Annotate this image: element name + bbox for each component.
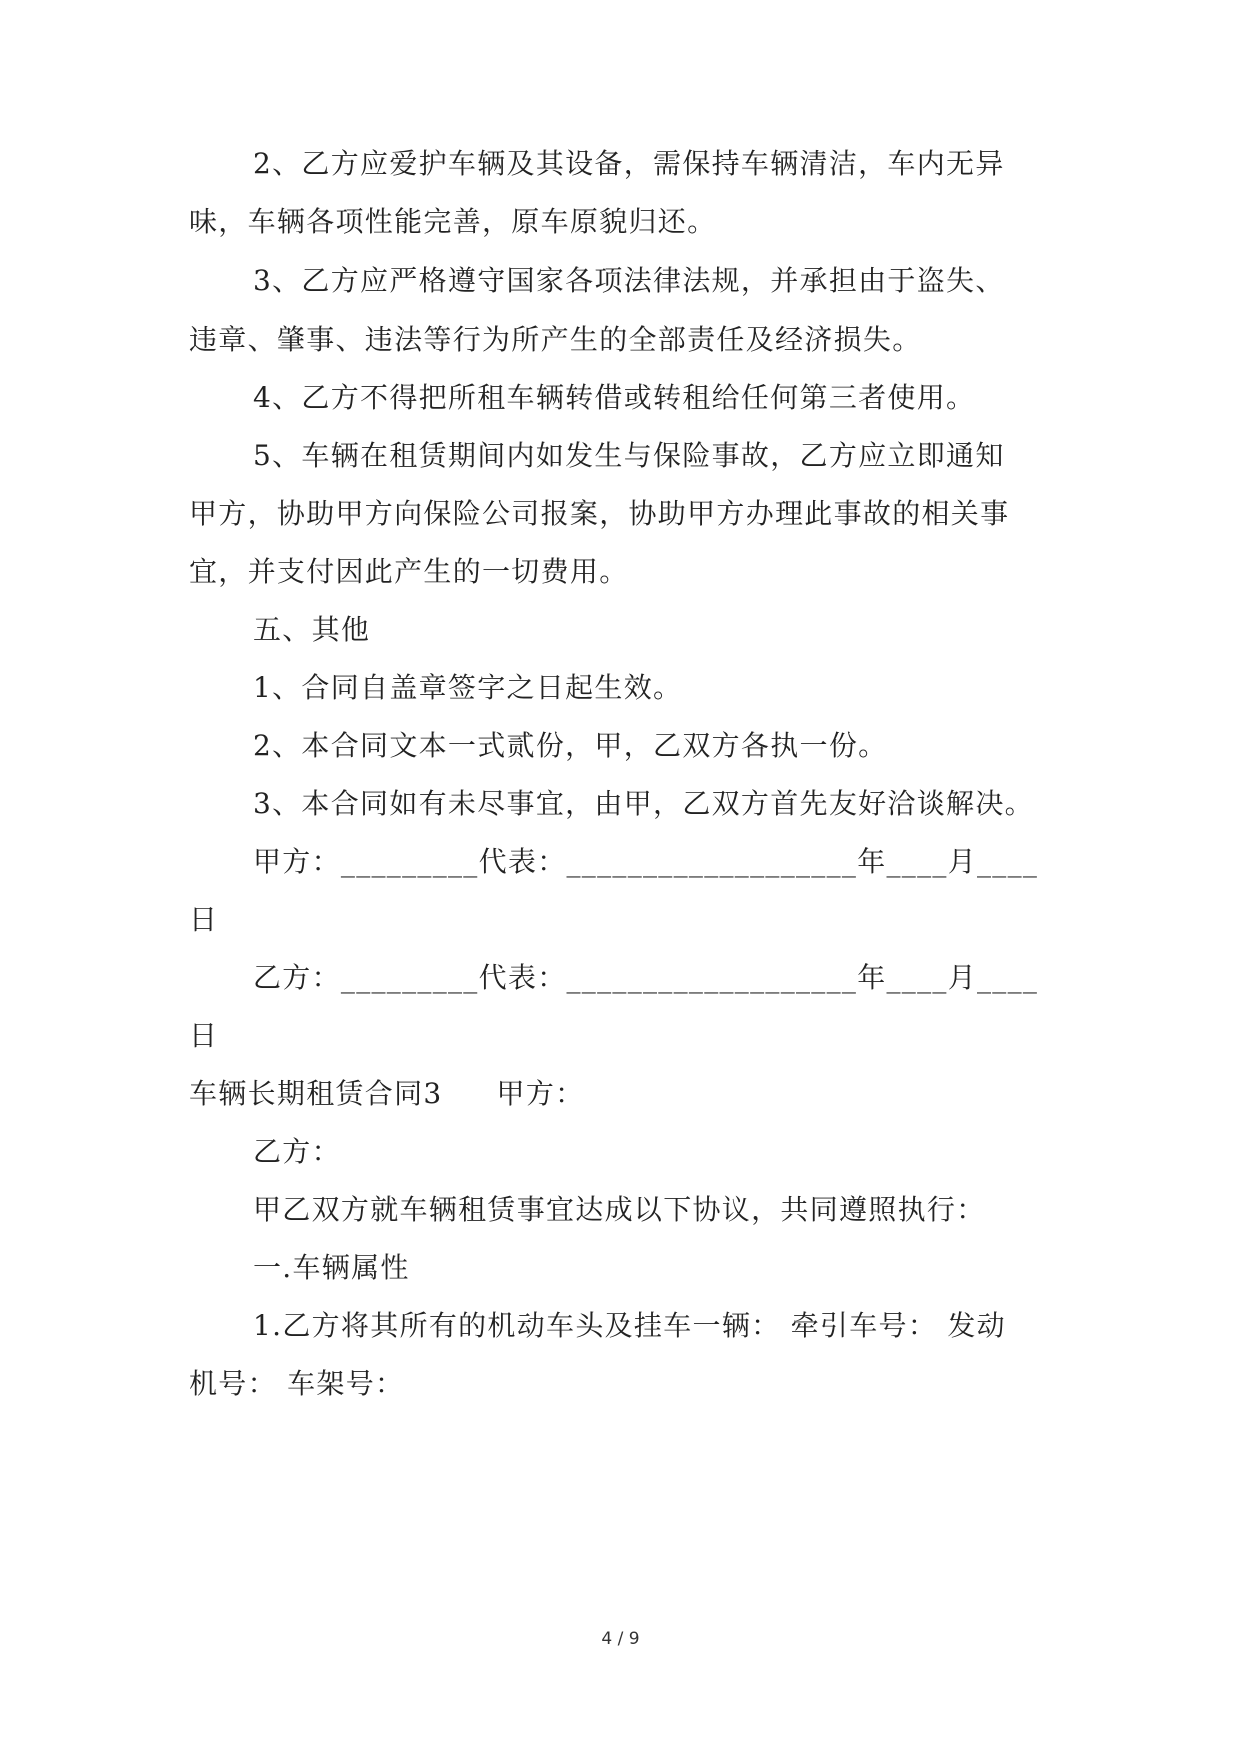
contract-title: 车辆长期租赁合同3	[189, 1077, 443, 1110]
party-a-label: 甲方：	[496, 1077, 585, 1110]
other-clause-2: 2、本合同文本一式贰份，甲，乙双方各执一份。	[253, 729, 888, 762]
clause-5-line-3: 宜，并支付因此产生的一切费用。	[189, 555, 629, 588]
party-a-signature-line: 甲方：_________代表：___________________年____月____	[253, 845, 1039, 878]
vehicle-attributes-heading: 一.车辆属性	[253, 1251, 410, 1284]
clause-5-line-2: 甲方，协助甲方向保险公司报案，协助甲方办理此事故的相关事	[189, 497, 1010, 530]
clause-5-line-1: 5、车辆在租赁期间内如发生与保险事故，乙方应立即通知	[253, 439, 1005, 472]
other-clause-3: 3、本合同如有未尽事宜，由甲，乙双方首先友好洽谈解决。	[253, 787, 1034, 820]
vehicle-attribute-1-line-1: 1.乙方将其所有的机动车头及挂车一辆： 牵引车号： 发动	[253, 1309, 1006, 1342]
contract-3-heading-line	[189, 1072, 1069, 1116]
clause-3-line-1: 3、乙方应严格遵守国家各项法律法规，并承担由于盗失、	[253, 264, 1005, 297]
party-b-signature-line: 乙方：_________代表：___________________年____月____	[253, 961, 1039, 994]
party-a-day-label: 日	[189, 903, 219, 936]
clause-2-line-1: 2、乙方应爱护车辆及其设备，需保持车辆清洁，车内无异	[253, 147, 1005, 180]
section-heading-other: 五、其他	[253, 613, 371, 646]
vehicle-attribute-1-line-2: 机号： 车架号：	[189, 1367, 405, 1400]
other-clause-1: 1、合同自盖章签字之日起生效。	[253, 671, 683, 704]
party-b-day-label: 日	[189, 1019, 219, 1052]
agreement-intro: 甲乙双方就车辆租赁事宜达成以下协议，共同遵照执行：	[253, 1193, 986, 1226]
page-number: 4 / 9	[601, 1629, 640, 1649]
clause-4-line: 4、乙方不得把所租车辆转借或转租给任何第三者使用。	[253, 381, 976, 414]
party-b-label: 乙方：	[253, 1135, 341, 1168]
clause-2-line-2: 味，车辆各项性能完善，原车原貌归还。	[189, 205, 717, 238]
clause-3-line-2: 违章、肇事、违法等行为所产生的全部责任及经济损失。	[189, 323, 922, 356]
